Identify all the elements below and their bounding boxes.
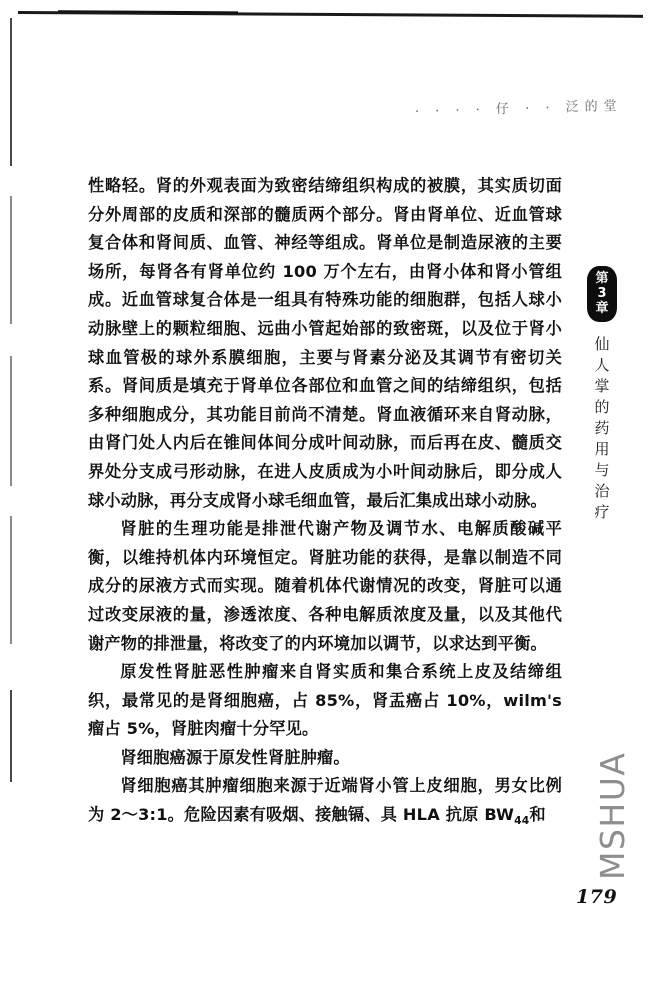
chapter-badge-line: 章 — [595, 301, 609, 316]
watermark-text: MSHUA — [593, 751, 632, 880]
chapter-title-char: 的 — [594, 398, 610, 416]
chapter-title-char: 仙 — [594, 335, 610, 353]
chapter-badge-line: 第 — [595, 271, 609, 286]
scan-top-edge-artifact — [18, 11, 643, 18]
chapter-title-char: 疗 — [594, 503, 610, 521]
paragraph: 性略轻。肾的外观表面为致密结缔组织构成的被膜，其实质切面分外周部的皮质和深部的髓质两个部分。肾由肾单位、近血管球复合体和肾间质、血管、神经等组成。肾单位是制造尿液的主要场所，每肾各有肾单位约 100 万个左右，由肾小体和肾小管组成。近血管球复合体是一组具有特殊功能的细胞群，包括人球小动脉壁上的颗粒细胞、远曲小管起始部的致密斑，以及位于肾小球血管极的球外系膜细胞，主要与肾素分泌及其调节有密切关系。肾间质是填充于肾单位各部位和血管之间的结缔组织，包括多种细胞成分，其功能目前尚不清楚。肾血液循环来自肾动脉，由肾门处人内后在锥间体间分成叶间动脉，而后再在皮、髓质交界处分支成弓形动脉，在进人皮质成为小叶间动脉后，即分成人球小动脉，再分支成肾小球毛细血管，最后汇集成出球小动脉。 — [88, 176, 562, 510]
chapter-title-char: 人 — [594, 356, 610, 374]
chapter-title-char: 治 — [594, 482, 610, 500]
body-text-column — [88, 172, 562, 836]
chapter-tab — [583, 266, 621, 523]
paragraph: 肾细胞癌其肿瘤细胞来源于近端肾小管上皮细胞，男女比例为 2～3:1。危险因素有吸烟、接触镉、具 HLA 抗原 $BW_{44}$和 — [88, 776, 562, 828]
page-number: 179 — [576, 886, 618, 908]
chapter-number-badge — [587, 266, 617, 322]
chapter-title-char: 用 — [594, 440, 610, 458]
paragraph: 肾脏的生理功能是排泄代谢产物及调节水、电解质酸碱平衡，以维持机体内环境恒定。肾脏功能的获得，是靠以制造不同成分的尿液方式而实现。随着机体代谢情况的改变，肾脏可以通过改变尿液的量，渗透浓度、各种电解质浓度及量，以及其他代谢产物的排泄量，将改变了的内环境加以调节，以求达到平衡。 — [88, 519, 562, 653]
chapter-title-char: 与 — [594, 461, 610, 479]
paragraph: 原发性肾脏恶性肿瘤来自肾实质和集合系统上皮及结缔组织，最常见的是肾细胞癌，占 85%，肾盂癌占 10%，wilm's 瘤占 5%，肾脏肉瘤十分罕见。 — [88, 662, 562, 739]
binding-edge-line — [10, 18, 12, 878]
chapter-badge-line: 3 — [597, 286, 607, 301]
chapter-title-vertical — [592, 334, 612, 523]
paragraph: 肾细胞癌源于原发性肾脏肿瘤。 — [120, 747, 350, 767]
chapter-title-char: 掌 — [594, 377, 610, 395]
chapter-title-char: 药 — [594, 419, 610, 437]
header-smudge-artifact: · · · · 仔 · · 泛的堂 — [414, 98, 623, 120]
